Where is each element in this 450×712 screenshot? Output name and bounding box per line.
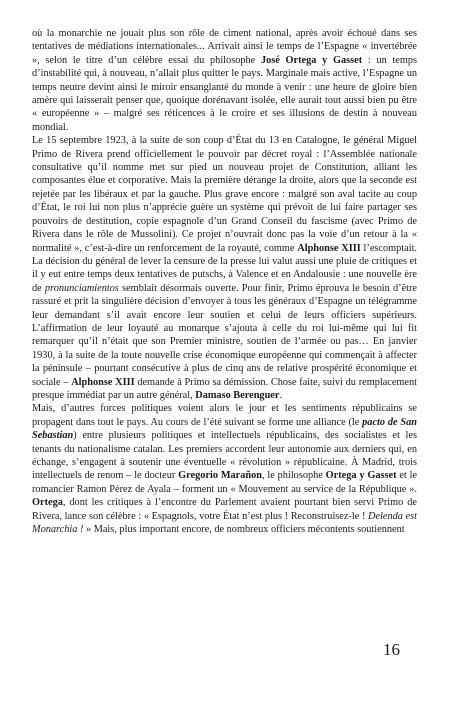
paragraph bbox=[32, 134, 417, 402]
text-run: Mais, d’autres forces politiques voient alors le jour et les sentiments républicains se propagent dans tout le pays. Au cours de l’été suivant se forme une alliance (le bbox=[32, 403, 417, 428]
text-run: , dont les critiques à l’encontre du Parlement avaient pourtant bien servi Primo de Rivera, lance son célèbre : « Espagnols, votre État n’est plus ! Reconstruisez-le ! bbox=[32, 497, 417, 522]
paragraph bbox=[32, 402, 417, 536]
bold-name: Alphonse XIII bbox=[297, 242, 361, 254]
text-run: » Mais, plus important encore, de nombreux officiers mécontents soutiennent bbox=[83, 524, 405, 536]
body-text bbox=[32, 27, 417, 536]
page-number: 16 bbox=[383, 640, 400, 659]
text-run: . bbox=[279, 389, 283, 401]
bold-name: Gregorio Marañon bbox=[178, 470, 263, 482]
text-run: Le 15 septembre 1923, à la suite de son coup d’État du 13 en Catalogne, le général Miguel Primo de Rivera prend officiellement le pouvoir par décret royal : l’Assemblée nationale consultative qu’il nomme met sur pied un nouveau projet de Constitution, alliant les composantes élue et corporative. Mais la première dérange la droite, alors que la seconde est rejetée par les libéraux et par la gauche. Plus grave encore : malgré son aval tacite au coup d’État, le roi lui non plus n’apprécie guère un système qui prévoit de lui faire partager ses pouvoirs de destitution, copie espagnole d’un Grand Conseil du fascisme (avec Primo de Rivera dans le rôle de Mussolini). Ce projet n’ouvrait donc pas la voie d’un retour à la « normalité », c’est-à-dire un renforcement de la royauté, comme bbox=[32, 135, 417, 254]
bold-name: Alphonse XIII bbox=[71, 376, 135, 388]
bold-italic-term: pacto de San Sebastian bbox=[32, 416, 417, 442]
italic-term: pronunciamientos bbox=[44, 282, 119, 294]
text-run: semblait désormais ouverte. Pour finir, Primo éprouva le besoin d’être rassuré et prit la singulière décision d’envoyer à tous les généraux d’Espagne un télégramme leur demandant s’il avait encore leur soutien et celui de leurs officiers supérieurs. L’affirmation de leur loyauté au monarque s’ajouta à celle du roi lui-même qui lui fit remarquer qu’il n’était que son Premier ministre, soutien de l’armée ou pas… En janvier 1930, à la suite de la toute nouvelle crise économique européenne qui commençait à affecter la péninsule – pourtant consécutive à plus de cinq ans de relative prospérité économique et sociale – bbox=[32, 282, 417, 388]
italic-term: Delenda est Monarchia ! bbox=[32, 510, 417, 536]
bold-name: José Ortega y Gasset bbox=[260, 54, 363, 66]
text-run: ) entre plusieurs politiques et intellectuels républicains, des socialistes et les tenants du nationalisme catalan. Les premiers accordent leur autonomie aux derniers qui, en échange, s’engagent à soutenir une éventuelle « révolution » républicaine. À Madrid, trois intellectuels de renom – le docteur bbox=[32, 430, 417, 482]
text-run: où la monarchie ne jouait plus son rôle de ciment national, après avoir échoué dans ses tentatives de médiations internationales... Arrivait ainsi le temps de l’Espagne « invertébrée », selon le titre d’un célèbre essai du philosophe bbox=[32, 28, 417, 66]
paragraph bbox=[32, 27, 417, 134]
text-run: demande à Primo sa démission. Chose faite, suivi du remplacement presque immédiat par un autre général, bbox=[32, 376, 418, 401]
text-run: , le philosophe bbox=[262, 470, 326, 482]
text-run: et le romancier Ramon Pérez de Ayala – forment un « Mouvement au service de la République ». bbox=[32, 470, 418, 495]
bold-name: Ortega y Gasset bbox=[325, 470, 397, 482]
bold-name: Damaso Berenguer bbox=[195, 389, 280, 401]
bold-name: Ortega bbox=[32, 497, 63, 509]
text-run: : un temps d’instabilité qui, à nouveau, n’allait plus quitter le pays. Marginale mais active, l’Espagne un temps neutre devint ainsi le miroir ensanglanté du monde à venir : une heure de gloire bien amère qui laisserait penser que, quoique dorénavant isolée, elle aurait tout aussi bien pu être « européenne » – malgré ses réticences à le croire et ses illusions de destin à nouveau mondial. bbox=[32, 54, 418, 133]
text-run: l’escomptait. La décision du général de lever la censure de la presse lui valut aussi une pluie de critiques et il y eut entre temps deux tentatives de putschs, à Valence et en Andalousie : une nouvelle ère de bbox=[32, 242, 417, 294]
